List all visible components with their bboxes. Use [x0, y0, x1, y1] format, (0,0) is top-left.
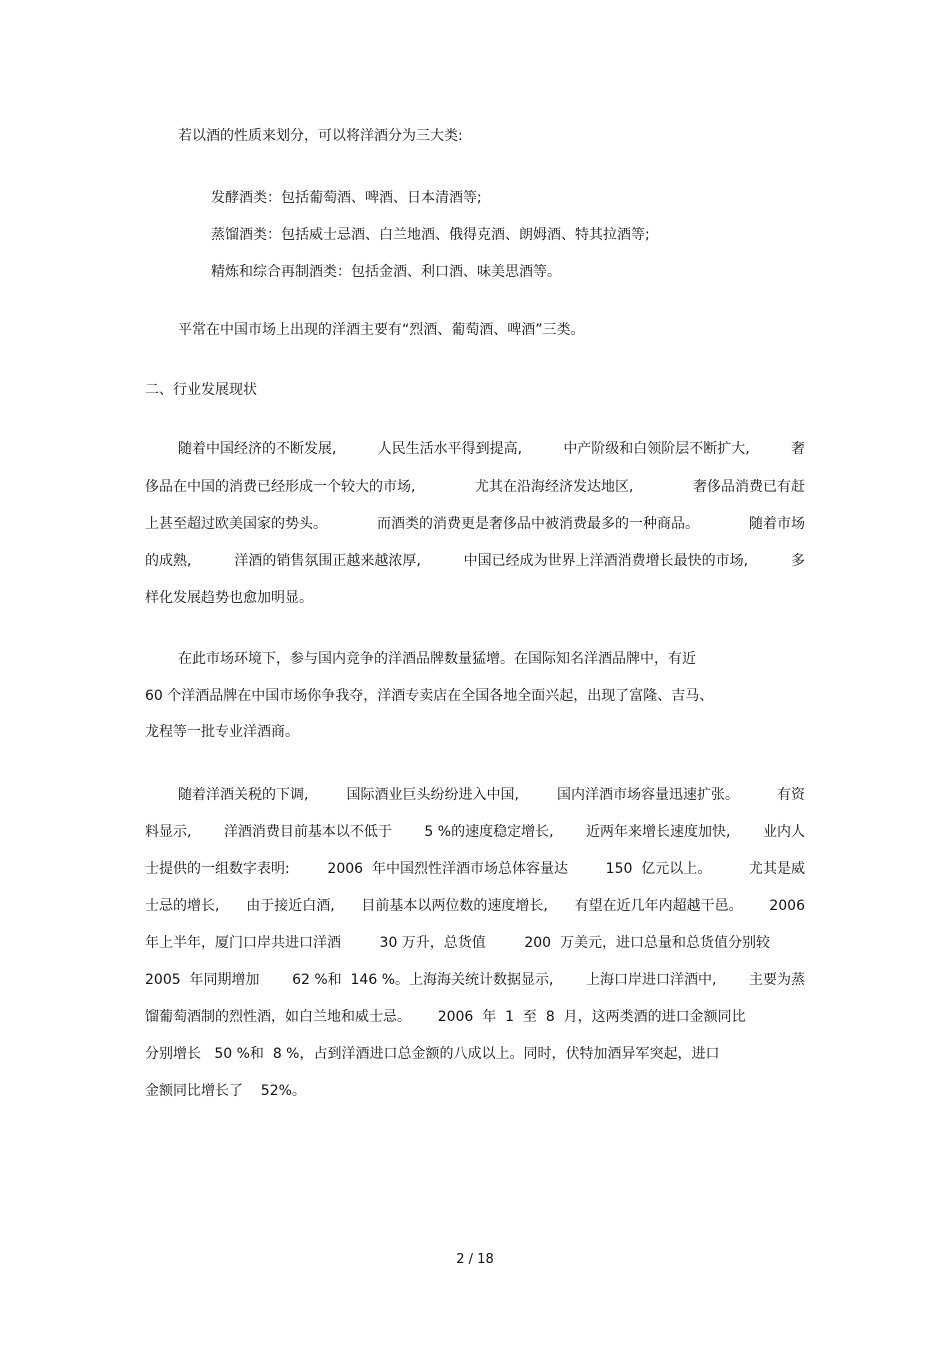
page-number: 2 / 18	[456, 1252, 494, 1267]
category-item: 蒸馏酒类：包括威士忌酒、白兰地酒、俄得克酒、朗姆酒、特其拉酒等;	[211, 227, 650, 243]
section-heading: 二、行业发展现状	[145, 382, 257, 398]
paragraph-line: 侈品在中国的消费已经形成一个较大的市场, 尤其在沿海经济发达地区, 奢侈品消费已有赶	[145, 479, 805, 495]
paragraph-line: 的成熟, 洋酒的销售氛围正越来越浓厚, 中国已经成为世界上洋酒消费增长最快的市场, 多	[145, 553, 805, 569]
paragraph-line: 金额同比增长了 52%。	[145, 1083, 306, 1099]
paragraph-line: 样化发展趋势也愈加明显。	[145, 590, 313, 606]
summary-paragraph: 平常在中国市场上出现的洋酒主要有“烈酒、葡萄酒、啤酒”三类。	[178, 322, 585, 338]
paragraph-line: 年上半年，厦门口岸共进口洋酒 30 万升，总货值 200 万美元，进口总量和总货值分别较	[145, 935, 770, 951]
paragraph-line: 2005 年同期增加 62 %和 146 %。上海海关统计数据显示, 上海口岸进口洋酒中, 主要为蒸	[145, 972, 805, 988]
paragraph-line: 随着洋酒关税的下调, 国际酒业巨头纷纷进入中国, 国内洋酒市场容量迅速扩张。 有资	[178, 787, 805, 803]
category-item: 精炼和综合再制酒类：包括金酒、利口酒、味美思酒等。	[211, 264, 561, 280]
paragraph-line: 馏葡萄酒制的烈性酒，如白兰地和威士忌。 2006 年 1 至 8 月，这两类酒的进口金额同比	[145, 1009, 746, 1025]
intro-paragraph: 若以酒的性质来划分，可以将洋酒分为三大类:	[178, 128, 463, 144]
paragraph-line: 分别增长 50 %和 8 %，占到洋酒进口总金额的八成以上。同时，伏特加酒异军突起，进口	[145, 1046, 720, 1062]
paragraph-line: 上甚至超过欧美国家的势头。 而酒类的消费更是奢侈品中被消费最多的一种商品。 随着市场	[145, 516, 805, 532]
paragraph-line: 在此市场环境下，参与国内竞争的洋酒品牌数量猛增。在国际知名洋酒品牌中，有近	[178, 651, 696, 667]
paragraph-line: 龙程等一批专业洋酒商。	[145, 724, 299, 740]
paragraph-line: 料显示, 洋酒消费目前基本以不低于 5 %的速度稳定增长, 近两年来增长速度加快, 业内人	[145, 824, 805, 840]
paragraph-line: 随着中国经济的不断发展, 人民生活水平得到提高, 中产阶级和白领阶层不断扩大, 奢	[178, 441, 805, 457]
paragraph-line: 60 个洋酒品牌在中国市场你争我夺，洋酒专卖店在全国各地全面兴起，出现了富隆、吉马、	[145, 688, 714, 704]
category-item: 发酵酒类：包括葡萄酒、啤酒、日本清酒等;	[211, 190, 482, 206]
paragraph-line: 士忌的增长, 由于接近白酒, 目前基本以两位数的速度增长, 有望在近几年内超越干邑。 2006	[145, 898, 805, 914]
paragraph-line: 士提供的一组数字表明: 2006 年中国烈性洋酒市场总体容量达 150 亿元以上。 尤其是威	[145, 861, 805, 877]
